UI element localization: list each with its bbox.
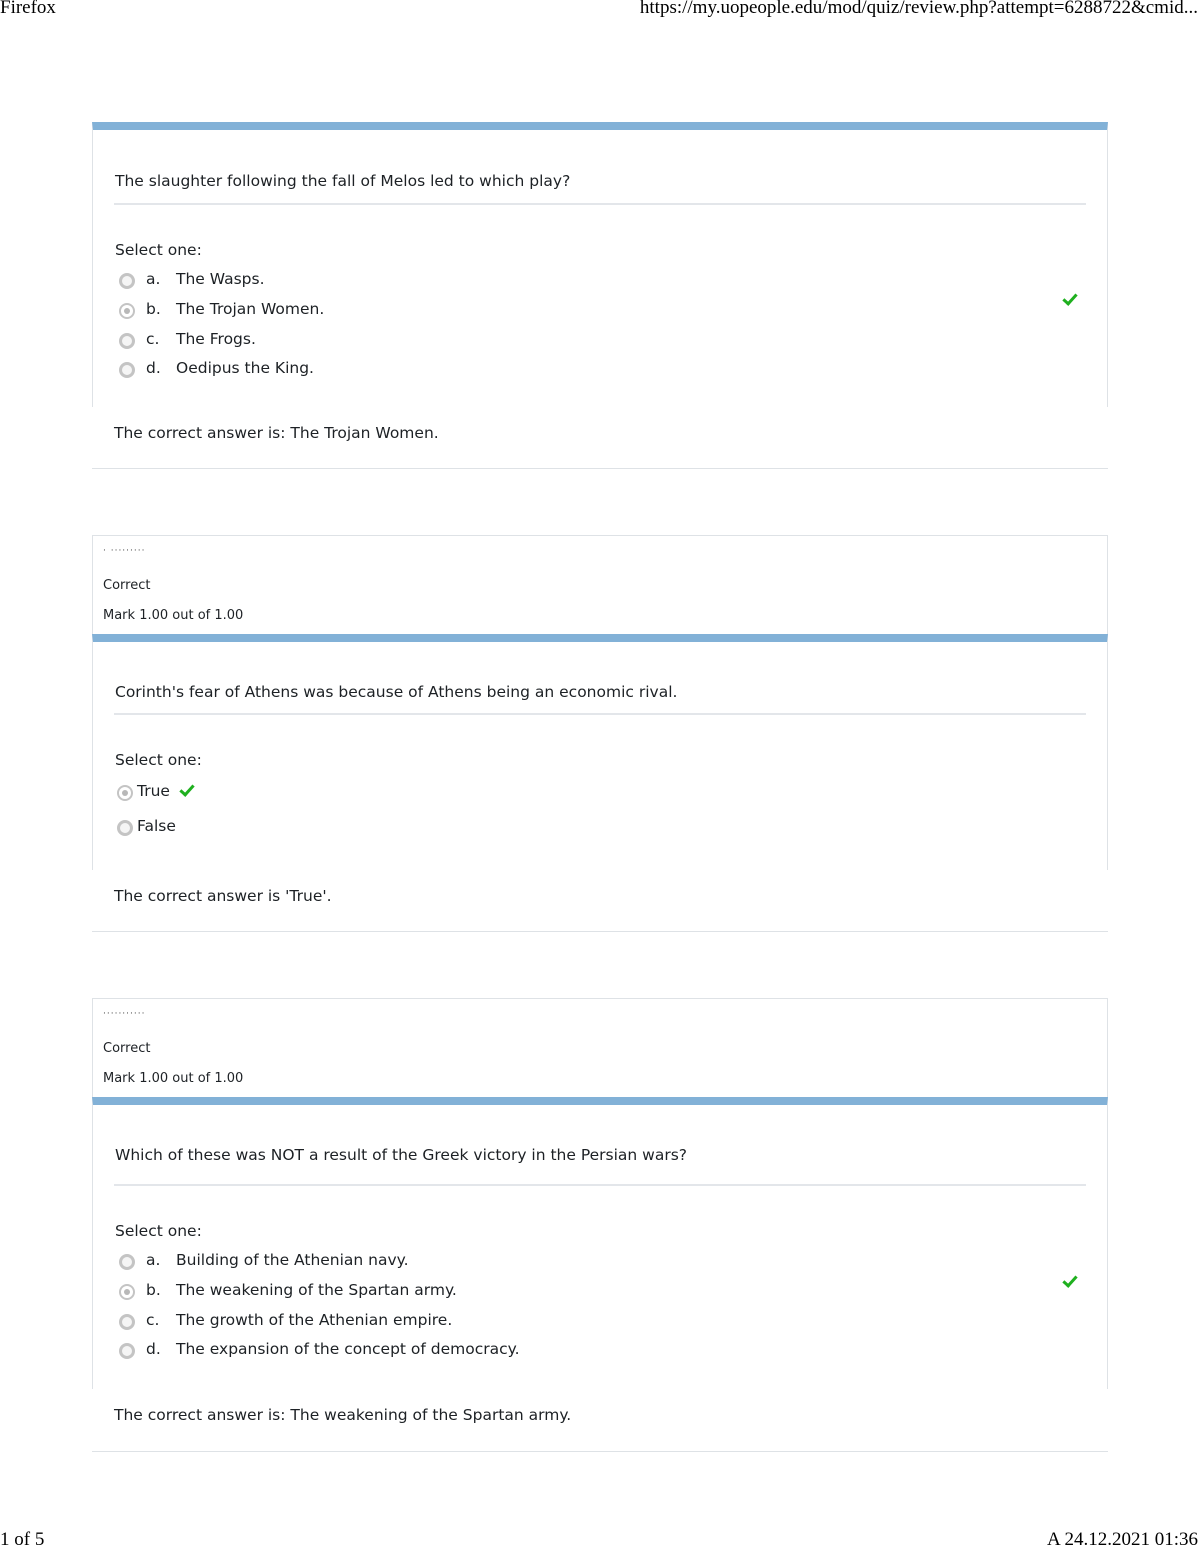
question-grade: Mark 1.00 out of 1.00 <box>103 608 244 623</box>
radio-button[interactable] <box>117 820 133 836</box>
option-text: The weakening of the Spartan army. <box>176 1281 457 1299</box>
option-text: The growth of the Athenian empire. <box>176 1311 453 1329</box>
option-letter: c. <box>146 330 160 348</box>
question-number: · ········· <box>103 546 146 556</box>
option-letter: a. <box>146 1251 161 1269</box>
option-text: Oedipus the King. <box>176 359 314 377</box>
question-card <box>92 634 1108 870</box>
radio-button-selected[interactable] <box>117 785 133 801</box>
question-card <box>92 122 1108 407</box>
question-text: Corinth's fear of Athens was because of Athens being an economic rival. <box>115 683 678 701</box>
question-divider <box>114 1184 1086 1186</box>
radio-button[interactable] <box>119 362 135 378</box>
option-text: The Trojan Women. <box>176 300 325 318</box>
option-letter: d. <box>146 1340 161 1358</box>
radio-button[interactable] <box>119 1343 135 1359</box>
print-timestamp: A 24.12.2021 01:36 <box>1047 1529 1198 1550</box>
correct-check-icon <box>179 781 194 797</box>
correct-check-icon <box>1062 290 1077 306</box>
option-text: The Frogs. <box>176 330 256 348</box>
question-divider <box>114 713 1086 715</box>
option-letter: a. <box>146 270 161 288</box>
feedback-box <box>92 1389 1108 1452</box>
question-state: Correct <box>103 1041 151 1056</box>
option-text: Building of the Athenian navy. <box>176 1251 409 1269</box>
option-text: False <box>137 817 176 835</box>
question-divider <box>114 203 1086 205</box>
select-one-prompt: Select one: <box>115 241 202 259</box>
question-state: Correct <box>103 578 151 593</box>
radio-button[interactable] <box>119 333 135 349</box>
page-url: https://my.uopeople.edu/mod/quiz/review.php?attempt=6288722&cmid... <box>639 0 1198 18</box>
select-one-prompt: Select one: <box>115 1222 202 1240</box>
radio-button[interactable] <box>119 1254 135 1270</box>
radio-button[interactable] <box>119 1314 135 1330</box>
option-letter: c. <box>146 1311 160 1329</box>
correct-answer-text: The correct answer is 'True'. <box>114 887 332 905</box>
option-text: The expansion of the concept of democracy. <box>176 1340 520 1358</box>
radio-button[interactable] <box>119 273 135 289</box>
feedback-box <box>92 870 1108 932</box>
print-header <box>0 0 1200 21</box>
question-text: Which of these was NOT a result of the Greek victory in the Persian wars? <box>115 1146 688 1164</box>
question-info <box>92 998 1108 1098</box>
question-card <box>92 1097 1108 1389</box>
select-one-prompt: Select one: <box>115 751 202 769</box>
question-grade: Mark 1.00 out of 1.00 <box>103 1071 244 1086</box>
radio-button-selected[interactable] <box>119 1284 135 1300</box>
print-footer <box>0 1529 1200 1553</box>
radio-button-selected[interactable] <box>119 303 135 319</box>
option-letter: b. <box>146 300 161 318</box>
question-number: ··········· <box>103 1009 146 1019</box>
correct-check-icon <box>1062 1272 1077 1288</box>
option-text: True <box>137 782 170 800</box>
browser-name: Firefox <box>0 0 56 18</box>
option-letter: b. <box>146 1281 161 1299</box>
question-info <box>92 535 1108 635</box>
correct-answer-text: The correct answer is: The Trojan Women. <box>114 424 439 442</box>
feedback-box <box>92 407 1108 469</box>
option-text: The Wasps. <box>176 270 265 288</box>
option-letter: d. <box>146 359 161 377</box>
page-counter: 1 of 5 <box>0 1529 45 1550</box>
correct-answer-text: The correct answer is: The weakening of the Spartan army. <box>114 1406 572 1424</box>
question-text: The slaughter following the fall of Melos led to which play? <box>115 172 571 190</box>
